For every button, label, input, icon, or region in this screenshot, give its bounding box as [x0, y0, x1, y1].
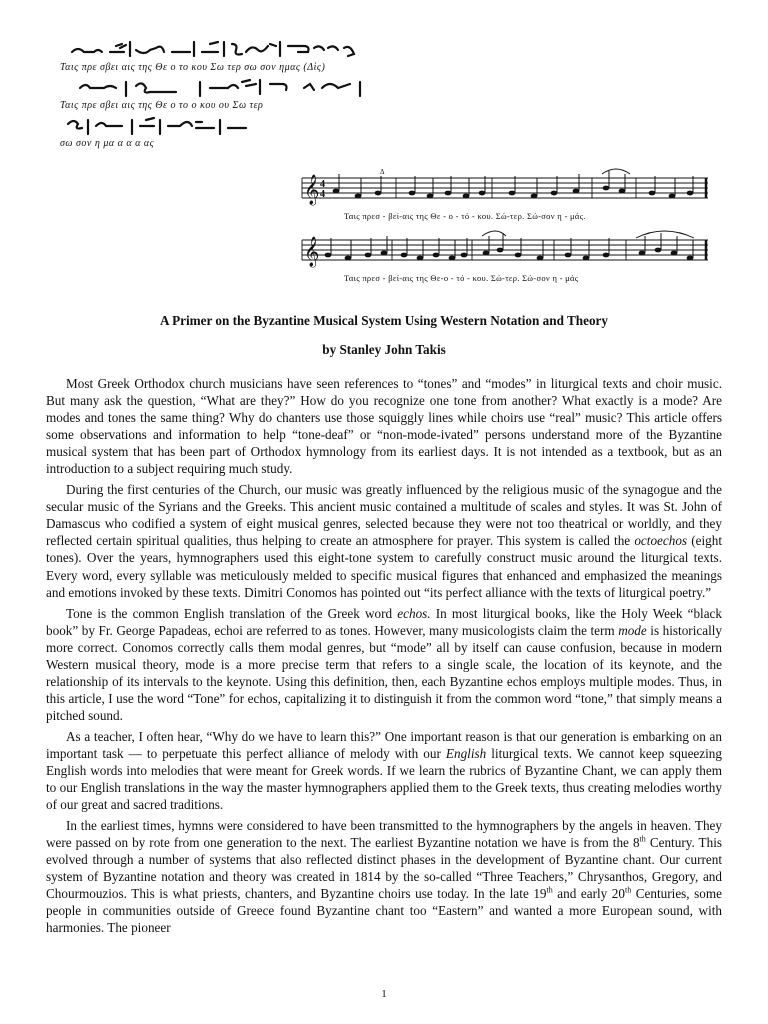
neume-line: [60, 76, 400, 98]
svg-text:4: 4: [320, 189, 325, 200]
svg-text:𝄞: 𝄞: [304, 237, 320, 267]
paragraph-4: As a teacher, I often hear, “Why do we have to learn this?” One important reason is that our generation is embarking on an important task — to perpetuate this perfect alliance of melody with our English liturgical texts. We cannot keep squeezing English words into melodies that were meant for Greek words. If we learn the rubrics of Byzantine Chant, we can apply them to our English translations in the way the master hymnographers applied them to the Greek texts, thus creating melodies worthy of our great and sacred traditions.: [46, 728, 722, 813]
neume-lyrics-line-3: σω σον η μα α α α ας: [60, 138, 155, 149]
paragraph-5: In the earliest times, hymns were considered to have been transmitted to the hymnographers by the angels in heaven. They were passed on by rote from one generation to the next. The earliest Byzantine notation we have is from the 8th Century. This evolved through a number of systems that also reflected distinct phases in the development of Byzantine chant. Our current system of Byzantine notation and theory was created in 1814 by the so-called “Three Teachers,” Chrysanthos, Gregory, and Chourmouzios. This is what priests, chanters, and Byzantine choirs use today. In the late 19th and early 20th Centuries, some people in communities outside of Greece found Byzantine chant too “Eastern” and wanted a more European sound, with harmonies. The pioneer: [46, 818, 722, 936]
neume-lyrics-line-1: Ταις πρε σβει αις της Θε ο το κου Σω τερ σω σον ημας (Δὶς): [60, 62, 326, 73]
western-staff-2: [296, 228, 714, 284]
staff-2-lyrics: Ταις πρεσ - βεί-αις της Θε-ο - τό - κου. Σώ-τερ. Σώ-σον η - μάς: [344, 273, 579, 283]
staff-1-lyrics: Ταις πρεσ - βεί-αις της Θε - ο - τό - κου. Σώ-τερ. Σώ-σον η - μάς.: [344, 211, 586, 221]
neume-line: [60, 38, 400, 60]
western-staff-1: [296, 166, 714, 222]
paragraph-3: Tone is the common English translation of the Greek word echos. In most liturgical books, like the Holy Week “black book” by Fr. George Papadeas, echoi are referred to as tones. However, many musicologists claim the term mode is historically more correct. Conomos correctly calls them modal genres, but “mode” all by itself can cause confusion, because in modern Western musical theory, mode is a more precise term that refers to a single scale, the location of its keynote, and the relationship of its intervals to the keynote. Using this definition, then, each Byzantine echos employs multiple modes. Thus, in this article, I use the word “Tone” for echos, capitalizing it to distinguish it from the common word “tone,” that simply means a pitched sound.: [46, 605, 723, 723]
neume-line: [60, 114, 400, 136]
paragraph-1: Most Greek Orthodox church musicians have seen references to “tones” and “modes” in liturgical texts and choir music. But many ask the question, “What are they?” How do you recognize one tone from another? What exactly is a mode? Are modes and tones the same thing? Why do chanters use those squiggly lines while choirs use “real” music? This article offers some observations and information to help “tone-deaf” or “non-mode-ivated” persons understand more of the Byzantine musical system that has been part of Orthodox hymnology from its earliest days. It is not intended as a textbook, but as an introduction to a subject requiring much study.: [46, 376, 722, 477]
paragraph-2: During the first centuries of the Church, our music was greatly influenced by the religious music of the synagogue and the secular music of the Syrians and the Greeks. This ancient music contained a multitude of scales and styles. It was St. John of Damascus who codified a system of eight musical genres, selected because they were not too theatrical or worldly, and they reflected certain spiritual qualities, thus helping to create an atmosphere for prayer. This system is called the octoechos (eight tones). Over the years, hymnographers used this eight-tone system to carefully construct music around the liturgical texts. Every word, every syllable was meticulously melded to specific musical figures that enhanced and emphasized the meanings and emotions invoked by these texts. Dimitri Conomos has pointed out “its perfect alliance with the texts of liturgical poetry.”: [46, 482, 722, 600]
article-body: [46, 375, 722, 941]
svg-text:Δ: Δ: [380, 168, 385, 176]
neume-lyrics-line-2: Ταις πρε σβει αις της Θε ο το ο κου ου Σω τερ: [60, 100, 264, 111]
page-number: 1: [381, 988, 387, 1000]
article-author: by Stanley John Takis: [322, 342, 446, 357]
svg-text:4: 4: [320, 179, 325, 190]
article-title: A Primer on the Byzantine Musical System Using Western Notation and Theory: [159, 313, 608, 328]
byzantine-notation: [60, 38, 400, 152]
svg-text:𝄞: 𝄞: [304, 175, 320, 205]
